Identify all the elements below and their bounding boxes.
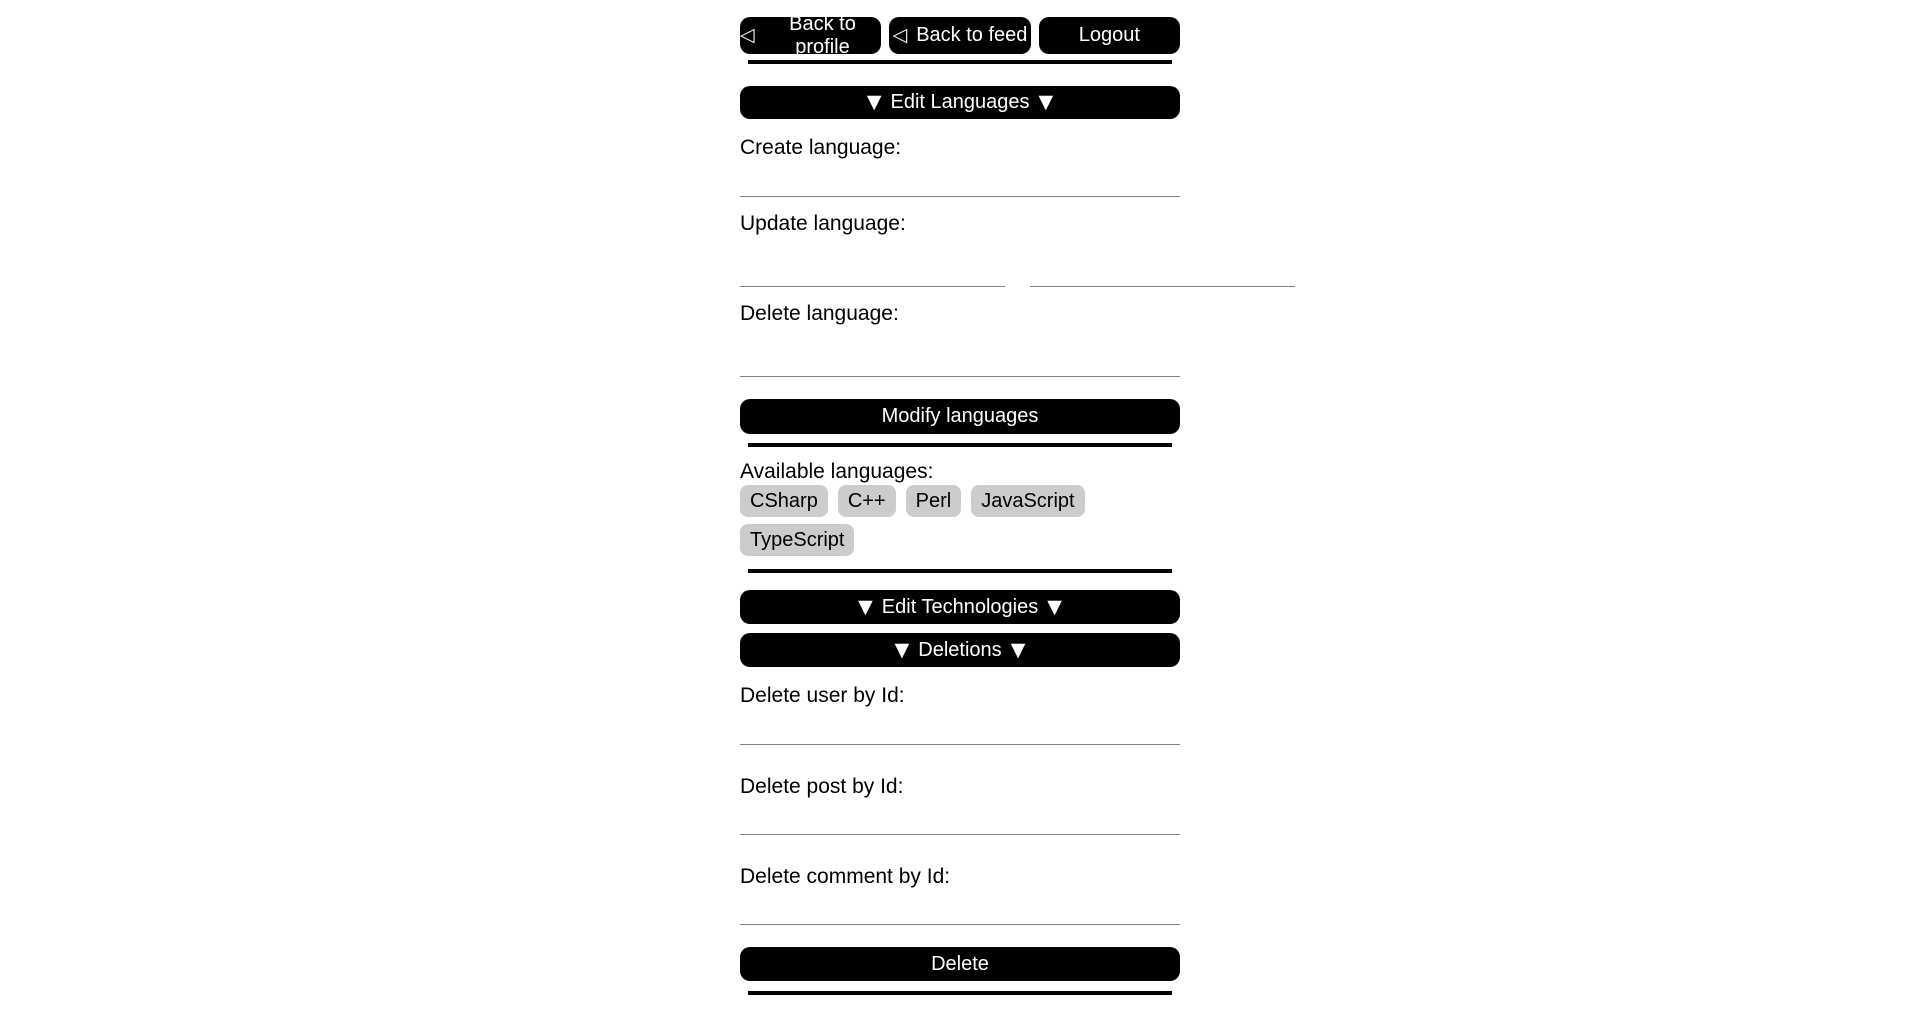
delete-comment-input[interactable] [740, 890, 1180, 925]
update-language-new-input[interactable] [1030, 237, 1295, 287]
section-divider [748, 443, 1172, 447]
caret-down-icon: ▼ [1010, 638, 1026, 661]
caret-down-icon: ▼ [894, 638, 910, 661]
delete-language-input[interactable] [740, 327, 1180, 377]
create-language-label: Create language: [740, 136, 902, 159]
section-divider [748, 569, 1172, 573]
delete-user-input[interactable] [740, 709, 1180, 745]
language-tag: TypeScript [740, 524, 854, 556]
available-languages-list [740, 485, 1180, 556]
back-arrow-icon: ◁ [892, 24, 908, 46]
edit-technologies-toggle-button[interactable] [740, 590, 1180, 624]
delete-button[interactable] [740, 947, 1180, 981]
back-to-feed-button[interactable] [889, 17, 1030, 54]
delete-comment-label: Delete comment by Id: [740, 865, 951, 888]
update-language-old-input[interactable] [740, 237, 1005, 287]
language-tag: CSharp [740, 485, 828, 517]
edit-technologies-toggle-label: Edit Technologies [881, 595, 1039, 618]
caret-down-icon: ▼ [858, 595, 873, 618]
top-button-row [740, 12, 1180, 58]
caret-down-icon: ▼ [1047, 595, 1062, 618]
delete-user-label: Delete user by Id: [740, 684, 905, 707]
admin-panel [740, 12, 1180, 995]
update-language-input-pair [740, 237, 1180, 287]
caret-down-icon: ▼ [1038, 91, 1054, 113]
language-tag: C++ [838, 485, 896, 517]
create-language-input[interactable] [740, 161, 1180, 197]
deletions-toggle-button[interactable] [740, 633, 1180, 667]
back-arrow-icon: ◁ [740, 24, 755, 46]
language-tag: Perl [906, 485, 962, 517]
edit-languages-toggle-button[interactable] [740, 86, 1180, 119]
back-to-feed-label: Back to feed [916, 24, 1028, 46]
back-to-profile-label: Back to profile [789, 12, 856, 58]
available-languages-label: Available languages: [740, 460, 934, 483]
delete-post-input[interactable] [740, 800, 1180, 835]
caret-down-icon: ▼ [866, 91, 882, 113]
edit-languages-toggle-label: Edit Languages [890, 91, 1030, 113]
logout-button[interactable] [1039, 17, 1180, 54]
section-divider [748, 991, 1172, 995]
modify-languages-label: Modify languages [881, 405, 1039, 427]
deletions-toggle-label: Deletions [918, 638, 1002, 661]
section-divider [748, 60, 1172, 64]
delete-language-label: Delete language: [740, 302, 899, 325]
update-language-label: Update language: [740, 212, 906, 235]
delete-button-label: Delete [931, 952, 989, 975]
delete-post-label: Delete post by Id: [740, 775, 904, 798]
logout-label: Logout [1078, 24, 1140, 46]
language-tag: JavaScript [971, 485, 1084, 517]
modify-languages-button[interactable] [740, 399, 1180, 434]
back-to-profile-button[interactable] [740, 12, 881, 58]
